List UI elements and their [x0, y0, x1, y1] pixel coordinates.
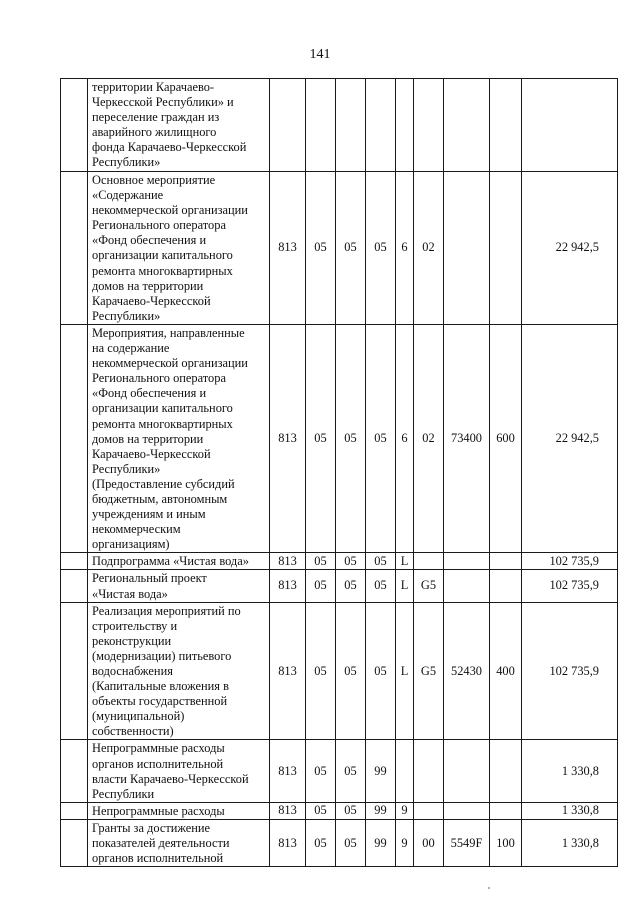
item-name-line: территории Карачаево-: [92, 80, 215, 94]
item-name-line: собственности): [92, 724, 174, 739]
item-name-line: власти Карачаево-Черкесской: [92, 771, 249, 786]
expense-type-code-cell: [490, 802, 522, 819]
item-name-cell: [88, 172, 270, 325]
ministry-code-cell: 813: [270, 570, 306, 602]
subsection-code-cell: 05: [336, 819, 366, 866]
ministry-code-cell: 813: [270, 172, 306, 325]
item-name-line: Регионального оператора: [92, 218, 226, 233]
table-row: [61, 553, 618, 570]
item-name-line: фонда Карачаево-Черкесской: [92, 140, 247, 155]
item-name-line: переселение граждан из: [92, 110, 220, 125]
item-name-line: некоммерческим: [92, 522, 181, 537]
item-name-cell: [88, 570, 270, 602]
row-number-cell: [61, 324, 88, 552]
subsection-code-cell: 05: [336, 602, 366, 740]
subprogram-code-cell: 9: [396, 802, 414, 819]
section-code-cell: [306, 79, 336, 172]
subprogram-code-cell: [396, 79, 414, 172]
table-row: [61, 740, 618, 802]
table-row: [61, 802, 618, 819]
item-name-line: Подпрограмма «Чистая вода»: [92, 554, 249, 569]
amount-cell: 102 735,9: [522, 602, 618, 740]
subprogram-code-cell: L: [396, 553, 414, 570]
item-name-line: (Предоставление субсидий: [92, 476, 235, 491]
item-name-line: Непрограммные расходы: [92, 803, 225, 818]
item-name-line: ремонта многоквартирных: [92, 416, 233, 431]
item-name-line: водоснабжения: [92, 664, 173, 678]
event-code-cell: [414, 553, 444, 570]
table-row: [61, 79, 618, 172]
item-name-line: Непрограммные расходы: [92, 741, 225, 756]
item-name-line: показателей деятельности: [92, 836, 230, 851]
subprogram-code-cell: L: [396, 602, 414, 740]
row-number-cell: [61, 602, 88, 740]
expense-type-code-cell: [490, 553, 522, 570]
expense-type-code-cell: [490, 740, 522, 802]
amount-cell: 22 942,5: [522, 172, 618, 325]
budget-table: [60, 78, 618, 867]
ministry-code-cell: [270, 79, 306, 172]
expense-type-code-cell: 600: [490, 324, 522, 552]
amount-cell: 102 735,9: [522, 570, 618, 602]
item-name-line: аварийного жилищного: [92, 125, 217, 140]
event-code-cell: 00: [414, 819, 444, 866]
amount-cell: 1 330,8: [522, 740, 618, 802]
direction-code-cell: 73400: [444, 324, 490, 552]
page-number: 141: [309, 47, 331, 62]
event-code-cell: 02: [414, 324, 444, 552]
item-name-line: учреждениям и иным: [92, 507, 206, 522]
item-name-line: некоммерческой организации: [92, 203, 248, 218]
ministry-code-cell: 813: [270, 553, 306, 570]
row-number-cell: [61, 172, 88, 325]
section-code-cell: 05: [306, 553, 336, 570]
item-name-line: Основное мероприятие: [92, 173, 216, 187]
direction-code-cell: 5549F: [444, 819, 490, 866]
row-number-cell: [61, 79, 88, 172]
item-name-line: органов исполнительной: [92, 851, 224, 866]
expense-type-code-cell: [490, 172, 522, 325]
amount-cell: 1 330,8: [522, 819, 618, 866]
section-code-cell: 05: [306, 819, 336, 866]
direction-code-cell: [444, 172, 490, 325]
item-name-cell: [88, 79, 270, 172]
row-number-cell: [61, 740, 88, 802]
subprogram-code-cell: 9: [396, 819, 414, 866]
expense-type-code-cell: 400: [490, 602, 522, 740]
program-code-cell: 05: [366, 324, 396, 552]
section-code-cell: 05: [306, 802, 336, 819]
item-name-line: «Чистая вода»: [92, 586, 168, 601]
item-name-line: Мероприятия, направленные: [92, 325, 245, 340]
item-name-line: (модернизации) питьевого: [92, 648, 232, 663]
subsection-code-cell: 05: [336, 740, 366, 802]
program-code-cell: 99: [366, 819, 396, 866]
item-name-line: строительству и: [92, 618, 178, 633]
item-name-line: Карачаево-Черкесской: [92, 446, 211, 461]
table-row: [61, 172, 618, 325]
item-name-line: организациям): [92, 537, 170, 552]
expense-type-code-cell: 100: [490, 819, 522, 866]
item-name-line: (Капитальные вложения в: [92, 679, 229, 694]
item-name-line: Реализация мероприятий по: [92, 603, 241, 618]
event-code-cell: [414, 79, 444, 172]
item-name-line: Республики»: [92, 155, 161, 170]
item-name-cell: [88, 740, 270, 802]
expense-type-code-cell: [490, 79, 522, 172]
item-name-cell: [88, 819, 270, 866]
subprogram-code-cell: 6: [396, 324, 414, 552]
section-code-cell: 05: [306, 324, 336, 552]
scan-speck: [488, 887, 490, 889]
subsection-code-cell: 05: [336, 172, 366, 325]
direction-code-cell: 52430: [444, 602, 490, 740]
item-name-line: органов исполнительной: [92, 756, 224, 771]
item-name-cell: [88, 324, 270, 552]
row-number-cell: [61, 570, 88, 602]
program-code-cell: 05: [366, 570, 396, 602]
item-name-line: бюджетным, автономным: [92, 491, 228, 506]
item-name-line: на содержание: [92, 341, 170, 356]
amount-cell: 1 330,8: [522, 802, 618, 819]
table-row: [61, 324, 618, 552]
item-name-line: Республики»: [92, 461, 161, 476]
item-name-line: Республики»: [92, 308, 161, 323]
row-number-cell: [61, 802, 88, 819]
item-name-line: Региональный проект: [92, 571, 207, 586]
section-code-cell: 05: [306, 172, 336, 325]
program-code-cell: 05: [366, 172, 396, 325]
subsection-code-cell: 05: [336, 553, 366, 570]
item-name-line: Гранты за достижение: [92, 820, 211, 835]
ministry-code-cell: 813: [270, 802, 306, 819]
item-name-line: реконструкции: [92, 633, 172, 648]
item-name-line: ремонта многоквартирных: [92, 263, 233, 278]
program-code-cell: 05: [366, 553, 396, 570]
subprogram-code-cell: L: [396, 570, 414, 602]
amount-cell: 102 735,9: [522, 553, 618, 570]
event-code-cell: G5: [414, 570, 444, 602]
event-code-cell: 02: [414, 172, 444, 325]
subprogram-code-cell: 6: [396, 172, 414, 325]
subprogram-code-cell: [396, 740, 414, 802]
amount-cell: [522, 79, 618, 172]
item-name-line: объекты государственной: [92, 694, 228, 709]
amount-cell: 22 942,5: [522, 324, 618, 552]
program-code-cell: 05: [366, 602, 396, 740]
item-name-cell: [88, 802, 270, 819]
item-name-line: «Фонд обеспечения и: [92, 386, 207, 401]
subsection-code-cell: [336, 79, 366, 172]
row-number-cell: [61, 819, 88, 866]
program-code-cell: 99: [366, 740, 396, 802]
item-name-line: (муниципальной): [92, 709, 185, 724]
item-name-line: домов на территории: [92, 278, 204, 293]
direction-code-cell: [444, 740, 490, 802]
direction-code-cell: [444, 570, 490, 602]
item-name-line: некоммерческой организации: [92, 356, 248, 371]
item-name-line: организации капитального: [92, 401, 233, 416]
direction-code-cell: [444, 79, 490, 172]
table-body: [61, 79, 618, 867]
event-code-cell: G5: [414, 602, 444, 740]
item-name-line: «Фонд обеспечения и: [92, 233, 207, 248]
program-code-cell: 99: [366, 802, 396, 819]
table-row: [61, 570, 618, 602]
item-name-line: Республики: [92, 786, 155, 801]
row-number-cell: [61, 553, 88, 570]
section-code-cell: 05: [306, 570, 336, 602]
subsection-code-cell: 05: [336, 570, 366, 602]
item-name-line: домов на территории: [92, 431, 204, 446]
item-name-line: организации капитального: [92, 248, 233, 263]
item-name-cell: [88, 553, 270, 570]
ministry-code-cell: 813: [270, 819, 306, 866]
expense-type-code-cell: [490, 570, 522, 602]
table-row: [61, 602, 618, 740]
table-row: [61, 819, 618, 866]
item-name-cell: [88, 602, 270, 740]
event-code-cell: [414, 802, 444, 819]
ministry-code-cell: 813: [270, 740, 306, 802]
item-name-line: Регионального оператора: [92, 371, 226, 386]
section-code-cell: 05: [306, 740, 336, 802]
item-name-line: «Содержание: [92, 188, 164, 203]
event-code-cell: [414, 740, 444, 802]
ministry-code-cell: 813: [270, 324, 306, 552]
section-code-cell: 05: [306, 602, 336, 740]
subsection-code-cell: 05: [336, 324, 366, 552]
ministry-code-cell: 813: [270, 602, 306, 740]
subsection-code-cell: 05: [336, 802, 366, 819]
program-code-cell: [366, 79, 396, 172]
direction-code-cell: [444, 802, 490, 819]
item-name-line: Черкесской Республики» и: [92, 95, 234, 110]
direction-code-cell: [444, 553, 490, 570]
item-name-line: Карачаево-Черкесской: [92, 293, 211, 308]
